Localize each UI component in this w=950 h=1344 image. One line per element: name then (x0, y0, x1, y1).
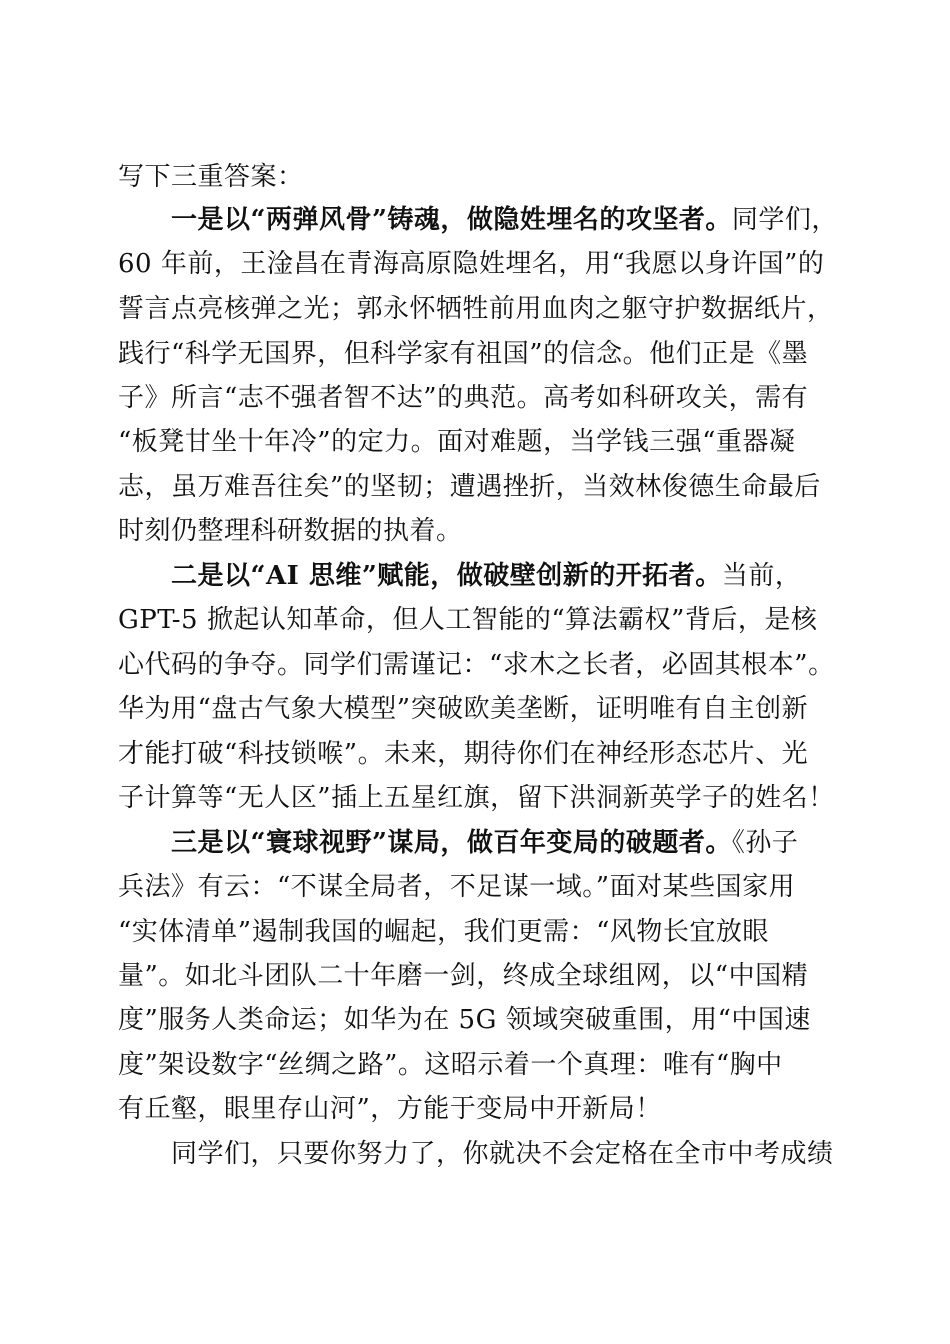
text-line-17 (118, 867, 838, 907)
line-text: 华为用“盘古气象大模型”突破欧美垄断，证明唯有自主创新 (118, 694, 809, 724)
text-line-21 (118, 1045, 838, 1085)
text-line-15 (118, 778, 838, 818)
line-text: 子计算等“无人区”插上五星红旗，留下洪洞新英学子的姓名！ (118, 783, 835, 813)
line-text: 量”。如北斗团队二十年磨一剑，终成全球组网，以“中国精 (118, 961, 809, 991)
line-text: 志，虽万难吾往矣”的坚韧；遭遇挫折，当效林俊德生命最后 (118, 472, 821, 502)
paragraph-3-first-line (171, 823, 891, 863)
line-text: 才能打破“科技锁喉”。未来，期待你们在神经形态芯片、光 (118, 739, 809, 769)
text-line-18 (118, 912, 838, 952)
line-text: 同学们， (731, 205, 838, 235)
text-line-5 (118, 334, 838, 374)
line-text: 同学们，只要你努力了，你就决不会定格在全市中考成绩 (171, 1139, 834, 1169)
text-line-7 (118, 422, 838, 462)
line-text: 时刻仍整理科研数据的执着。 (118, 516, 463, 546)
text-line-6 (118, 378, 838, 418)
text-line-8 (118, 467, 838, 507)
text-line-11 (118, 600, 838, 640)
text-line-20 (118, 1000, 838, 1040)
paragraph-1-heading: 一是以“两弹风骨”铸魂，做隐姓埋名的攻坚者。 (171, 205, 732, 235)
line-text: 度”服务人类命运；如华为在 5G 领域突破重围，用“中国速 (118, 1005, 811, 1035)
text-line-4 (118, 289, 838, 329)
paragraph-1-first-line (171, 200, 891, 240)
line-text: 度”架设数字“丝绸之路”。这昭示着一个真理：唯有“胸中 (118, 1050, 783, 1080)
text-line-3 (118, 244, 838, 284)
text-line-9 (118, 511, 838, 551)
line-text: GPT-5 掀起认知革命，但人工智能的“算法霸权”背后，是核 (118, 605, 818, 635)
text-line-22 (118, 1089, 838, 1129)
line-text: 《孙子 (731, 828, 799, 858)
text-line-13 (118, 689, 838, 729)
paragraph-2-first-line (171, 556, 891, 596)
line-text: “实体清单”遏制我国的崛起，我们更需：“风物长宜放眼 (118, 917, 769, 947)
paragraph-2-heading: 二是以“AI 思维”赋能，做破壁创新的开拓者。 (171, 561, 722, 591)
text-line-14 (118, 734, 838, 774)
paragraph-3-heading: 三是以“寰球视野”谋局，做百年变局的破题者。 (171, 828, 732, 858)
text-line-1 (118, 157, 838, 197)
line-text: 兵法》有云：“不谋全局者，不足谋一域。”面对某些国家用 (118, 872, 796, 902)
line-text: “板凳甘坐十年冷”的定力。面对难题，当学钱三强“重器凝 (118, 427, 796, 457)
text-line-19 (118, 956, 838, 996)
line-text: 子》所言“志不强者智不达”的典范。高考如科研攻关，需有 (118, 383, 809, 413)
paragraph-4-first-line (171, 1134, 891, 1174)
line-text: 60 年前，王淦昌在青海高原隐姓埋名，用“我愿以身许国”的 (118, 249, 825, 279)
text-line-12 (118, 645, 838, 685)
line-text: 践行“科学无国界，但科学家有祖国”的信念。他们正是《墨 (118, 339, 809, 369)
line-text: 有丘壑，眼里存山河”，方能于变局中开新局！ (118, 1094, 662, 1124)
line-text: 写下三重答案： (118, 162, 304, 192)
line-text: 当前， (721, 561, 802, 591)
line-text: 心代码的争夺。同学们需谨记：“求木之长者，必固其根本”。 (118, 650, 835, 680)
line-text: 誓言点亮核弹之光；郭永怀牺牲前用血肉之躯守护数据纸片， (118, 294, 834, 324)
